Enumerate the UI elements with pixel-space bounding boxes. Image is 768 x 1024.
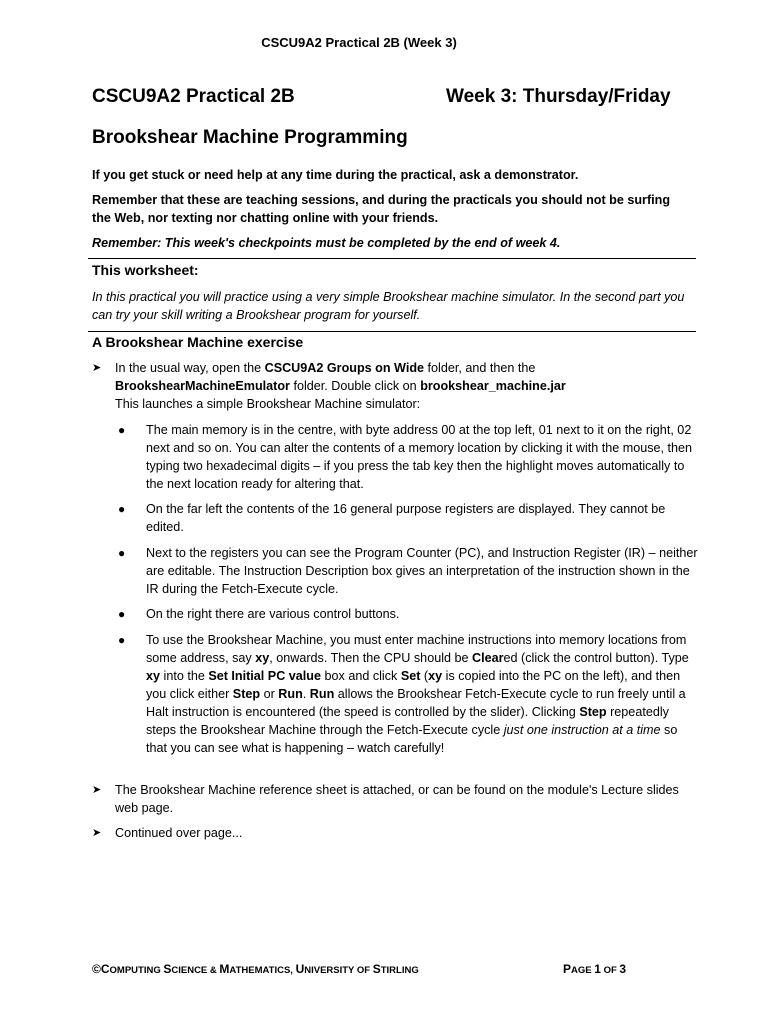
- round-bullet-icon: ●: [118, 546, 126, 560]
- section-divider: [88, 258, 696, 259]
- week-title: Week 3: Thursday/Friday: [446, 86, 671, 107]
- intro-conduct-paragraph: Remember that these are teaching sessions, and during the practicals you should not be surfing the Web, nor texting nor chatting online with your friends.: [92, 193, 671, 225]
- round-bullet-icon: ●: [118, 633, 126, 647]
- checkpoint-reminder: Remember: This week's checkpoints must be completed by the end of week 4.: [92, 236, 561, 250]
- round-bullet-icon: ●: [118, 607, 126, 621]
- document-page: CSCU9A2 Practical 2B (Week 3) CSCU9A2 Practical 2B Week 3: Thursday/Friday Brookshear Machine Programming If you get stuck or need help at any time during the practical, ask a demonstrator. Remember that these are teaching sessions, and during the practicals you should not be surfing the Web, nor texting nor chatting online with your friends. Remember: This week's checkpoints must be completed by the end of week 4. This worksheet: In this practical you will practice using a very simple Brookshear machine simulator. In the second part you can try your skill writing a Brookshear program for yourself. A Brookshear Machine exercise ➤ In the usual way, open the CSCU9A2 Groups on Wide folder, and then the BrookshearMachineEmulator folder. Double click on brookshear_machine.jar This launches a simple Brookshear Machine simulator: ● The main memory is in the centre, with byte address 00 at the top left, 01 next to it on the right, 02 next and so on. You can alter the contents of a memory location by clicking it with the mouse, then typing two hexadecimal digits – if you press the tab key then the highlight moves automatically to the next location ready for altering that. ● On the far left the contents of the 16 general purpose registers are displayed. They cannot be edited. ● Next to the registers you can see the Program Counter (PC), and Instruction Register (IR) – neither are editable. The Instruction Description box gives an interpretation of the instruction shown in the IR during the Fetch-Execute cycle. ● On the right there are various control buttons. ● To use the Brookshear Machine, you must enter machine instructions into memory locations from some address, say xy, onwards. Then the CPU should be Cleared (click the control button). Type xy into the Set Initial PC value box and click Set (xy is copied into the PC on the left), and then you click either Step or Run. Run allows the Brookshear Fetch-Execute cycle to run freely until a Halt instruction is encountered (the speed is controlled by the slider). Clicking Step repeatedly steps the Brookshear Machine through the Fetch-Execute cycle just one instruction at a time so that you can see what is happening – watch carefully! ➤ The Brookshear Machine reference sheet is attached, or can be found on the module's Lecture slides web page. ➤ Continued over page... ©COMPUTING SCIENCE & MATHEMATICS, UNIVERSITY OF STIRLING PAGE 1 OF 3: [0, 0, 768, 1024]
- step-item: ➤ The Brookshear Machine reference sheet is attached, or can be found on the module's Lecture slides web page.: [92, 783, 679, 815]
- footer-page-number: PAGE 1 OF 3: [563, 962, 627, 976]
- exercise-heading: A Brookshear Machine exercise: [92, 334, 304, 350]
- intro-help-paragraph: If you get stuck or need help at any time during the practical, ask a demonstrator.: [92, 168, 579, 182]
- arrowhead-bullet-icon: ➤: [92, 827, 102, 839]
- step-item: ➤ Continued over page...: [92, 826, 243, 840]
- title-row: [92, 86, 688, 112]
- arrowhead-bullet-icon: ➤: [92, 362, 102, 374]
- round-bullet-icon: ●: [118, 502, 126, 516]
- step-text: In the usual way, open the CSCU9A2 Groups on Wide folder, and then the BrookshearMachineEmulator folder. Double click on brookshear_machine.jar This launches a simple Brookshear Machine simulator:: [115, 361, 566, 411]
- worksheet-description: In this practical you will practice using a very simple Brookshear machine simulator. In the second part you can try your skill writing a Brookshear program for yourself.: [92, 290, 685, 322]
- section-divider: [88, 331, 696, 332]
- document-subtitle: Brookshear Machine Programming: [92, 127, 408, 148]
- arrowhead-bullet-icon: ➤: [92, 784, 102, 796]
- round-bullet-icon: ●: [118, 423, 126, 437]
- step-item: [92, 359, 696, 415]
- footer-copyright: ©COMPUTING SCIENCE & MATHEMATICS, UNIVERSITY OF STIRLING: [92, 962, 419, 976]
- practical-title: CSCU9A2 Practical 2B: [92, 86, 295, 107]
- running-header: CSCU9A2 Practical 2B (Week 3): [261, 35, 457, 50]
- worksheet-heading: This worksheet:: [92, 262, 199, 278]
